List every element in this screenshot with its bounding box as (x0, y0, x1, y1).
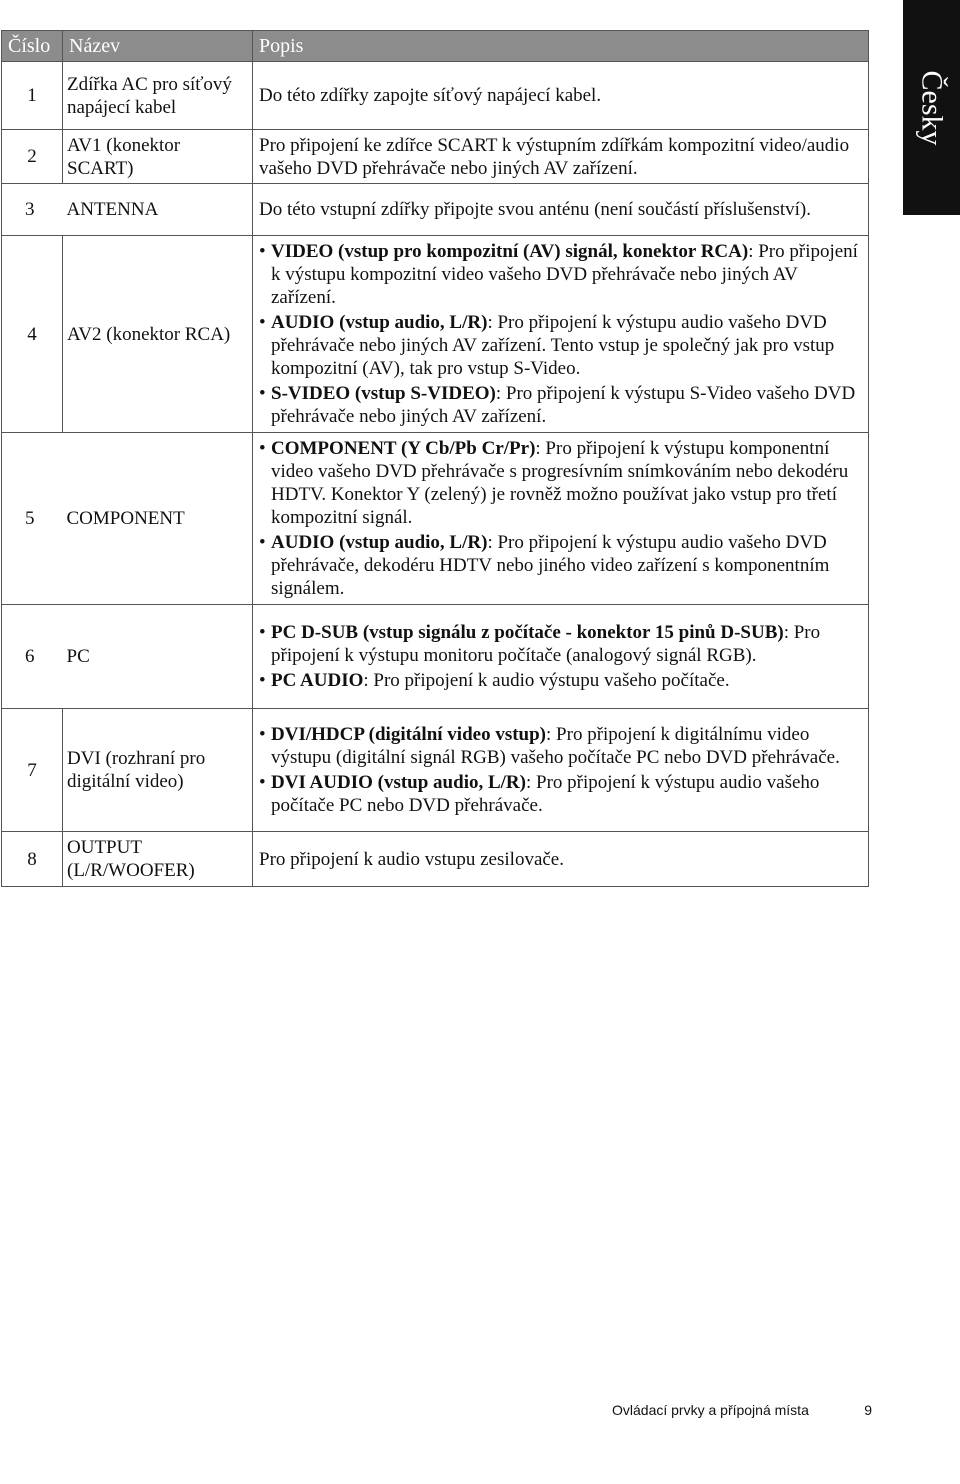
list-item (259, 382, 862, 428)
row-name: COMPONENT (63, 433, 253, 605)
row-description: Do této vstupní zdířky připojte svou anténu (není součástí příslušenství). (253, 184, 869, 236)
row-number: 6 (2, 605, 63, 709)
table-row (2, 130, 869, 184)
row-description (253, 236, 869, 433)
bullet-text: : Pro připojení k výstupu monitoru počítače (analogový signál RGB). (271, 622, 821, 666)
bullet-term: DVI/HDCP (digitální video vstup) (271, 724, 547, 745)
bullet-text: : Pro připojení k digitálnímu video výstupu (digitální signál RGB) vašeho počítače PC nebo DVD přehrávače. (271, 724, 840, 768)
list-item (259, 621, 862, 667)
list-item (259, 437, 862, 529)
row-name: DVI (rozhraní pro digitální video) (63, 709, 253, 832)
row-description: Pro připojení k audio vstupu zesilovače. (253, 832, 869, 887)
bullet-term: AUDIO (vstup audio, L/R) (271, 532, 488, 553)
language-tab-label: Česky (915, 70, 949, 145)
bullet-list (259, 723, 862, 817)
language-tab (903, 0, 960, 215)
bullet-term: VIDEO (vstup pro kompozitní (AV) signál, konektor RCA) (271, 241, 749, 262)
header-number: Číslo (2, 31, 63, 62)
row-name: OUTPUT (L/R/WOOFER) (63, 832, 253, 887)
list-item (259, 531, 862, 600)
row-description: Do této zdířky zapojte síťový napájecí kabel. (253, 62, 869, 130)
row-number: 7 (2, 709, 63, 832)
page-footer (612, 1402, 872, 1418)
row-name: AV2 (konektor RCA) (63, 236, 253, 433)
table-row (2, 832, 869, 887)
row-name: AV1 (konektor SCART) (63, 130, 253, 184)
bullet-text: : Pro připojení k výstupu audio vašeho počítače PC nebo DVD přehrávače. (271, 772, 820, 816)
header-description: Popis (253, 31, 869, 62)
page-number: 9 (864, 1402, 872, 1418)
table-row (2, 184, 869, 236)
list-item (259, 723, 862, 769)
bullet-term: PC AUDIO (271, 670, 364, 691)
row-description (253, 605, 869, 709)
row-name: ANTENNA (63, 184, 253, 236)
header-name: Název (63, 31, 253, 62)
row-name: Zdířka AC pro síťový napájecí kabel (63, 62, 253, 130)
bullet-term: S-VIDEO (vstup S-VIDEO) (271, 383, 496, 404)
bullet-text: : Pro připojení k audio výstupu vašeho počítače. (363, 670, 730, 691)
row-number: 3 (2, 184, 63, 236)
table-header-row (2, 31, 869, 62)
bullet-term: AUDIO (vstup audio, L/R) (271, 312, 488, 333)
row-description: Pro připojení ke zdířce SCART k výstupním zdířkám kompozitní video/audio vašeho DVD přehrávače nebo jiných AV zařízení. (253, 130, 869, 184)
footer-section-title: Ovládací prvky a přípojná místa (612, 1402, 809, 1418)
table-row (2, 62, 869, 130)
table-row (2, 236, 869, 433)
row-number: 5 (2, 433, 63, 605)
table-row (2, 709, 869, 832)
row-number: 2 (2, 130, 63, 184)
table-row (2, 605, 869, 709)
bullet-list (259, 621, 862, 692)
row-number: 4 (2, 236, 63, 433)
row-number: 1 (2, 62, 63, 130)
list-item (259, 240, 862, 309)
connectors-table (1, 30, 869, 887)
table-row (2, 433, 869, 605)
bullet-text: : Pro připojení k výstupu audio vašeho DVD přehrávače nebo jiných AV zařízení. Tento vstup je společný jak pro vstup kompozitní (AV), tak pro vstup S-Video. (271, 312, 835, 379)
bullet-text: : Pro připojení k výstupu komponentní video vašeho DVD přehrávače s progresívním snímkováním nebo dekodéru HDTV. Konektor Y (zelený) je rovněž možno používat jako vstup pro třetí kompozitní signál. (271, 438, 849, 528)
row-number: 8 (2, 832, 63, 887)
bullet-text: : Pro připojení k výstupu kompozitní video vašeho DVD přehrávače nebo jiných AV zařízení. (271, 241, 858, 308)
bullet-term: PC D-SUB (vstup signálu z počítače - konektor 15 pinů D-SUB) (271, 622, 784, 643)
bullet-text: : Pro připojení k výstupu S-Video vašeho DVD přehrávače nebo jiných AV zařízení. (271, 383, 856, 427)
list-item (259, 669, 862, 692)
bullet-term: DVI AUDIO (vstup audio, L/R) (271, 772, 526, 793)
list-item (259, 311, 862, 380)
list-item (259, 771, 862, 817)
row-description (253, 709, 869, 832)
bullet-term: COMPONENT (Y Cb/Pb Cr/Pr) (271, 438, 536, 459)
bullet-list (259, 240, 862, 428)
bullet-list (259, 437, 862, 600)
bullet-text: : Pro připojení k výstupu audio vašeho DVD přehrávače, dekodéru HDTV nebo jiného video zařízení s komponentním signálem. (271, 532, 830, 599)
row-name: PC (63, 605, 253, 709)
row-description (253, 433, 869, 605)
